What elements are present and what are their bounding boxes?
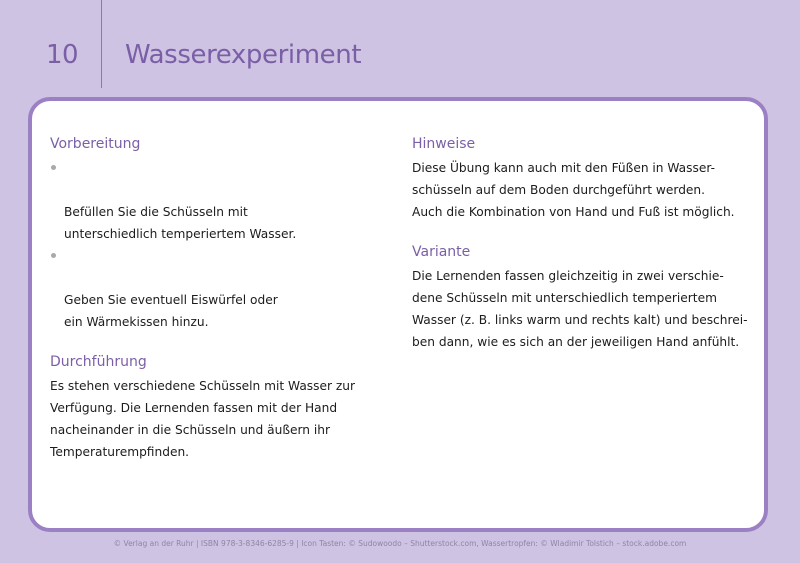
list-item [50,157,370,245]
card-header [0,0,800,96]
section-heading-hinweise: Hinweise [412,136,476,152]
section-text-hinweise: Diese Übung kann auch mit den Füßen in Wasser- schüsseln auf dem Boden durchgeführt werden. Auch die Kombination von Hand und Fuß ist möglich. [412,161,735,219]
section-text-variante: Die Lernenden fassen gleichzeitig in zwei verschie- dene Schüsseln mit unterschiedlich temperiertem Wasser (z. B. links warm und rechts kalt) und beschrei- ben dann, wie es sich an der jeweiligen Hand anfühlt. [412,269,748,349]
section-hinweise [412,133,752,223]
left-column [50,133,370,481]
section-vorbereitung [50,133,370,333]
list-item [50,245,370,333]
content-card [28,97,768,532]
bullet-icon [51,165,56,170]
section-heading-variante: Variante [412,244,471,260]
list-item-text: Geben Sie eventuell Eiswürfel oder ein Wärmekissen hinzu. [64,293,278,329]
right-column [412,133,752,371]
section-text-durchfuehrung: Es stehen verschiedene Schüsseln mit Wasser zur Verfügung. Die Lernenden fassen mit der Hand nacheinander in die Schüsseln und äußern ihr Temperaturempfinden. [50,379,356,459]
copyright-footer: © Verlag an der Ruhr | ISBN 978-3-8346-6285-9 | Icon Tasten: © Sudowoodo – Shutterstock.com, Wassertropfen: © Wladimir Tolstich – stock.adobe.com [113,539,687,548]
section-variante [412,241,752,353]
bullet-list [50,157,370,333]
header-divider [101,0,102,88]
section-heading-durchfuehrung: Durchführung [50,354,147,370]
list-item-text: Befüllen Sie die Schüsseln mit unterschiedlich temperiertem Wasser. [64,205,297,241]
section-heading-vorbereitung: Vorbereitung [50,136,141,152]
section-durchfuehrung [50,351,370,463]
card-number: 10 [46,40,79,70]
bullet-icon [51,253,56,258]
page-title: Wasserexperiment [125,40,362,70]
